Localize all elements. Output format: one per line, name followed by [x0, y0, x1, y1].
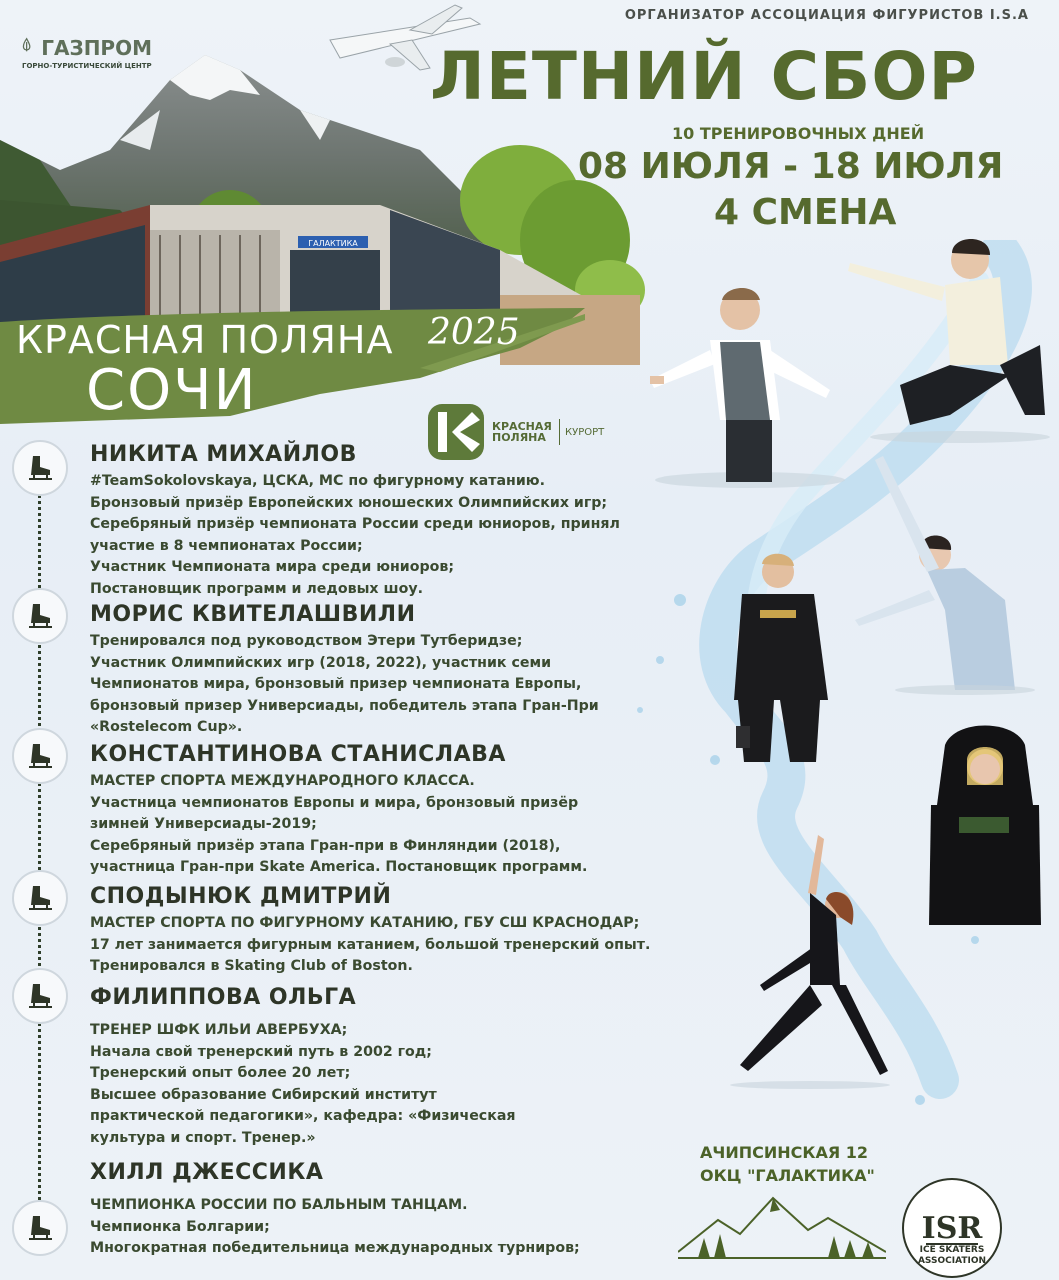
coach-bio-line: зимней Универсиады-2019; — [90, 816, 317, 832]
isa-line1: ICE SKATERS — [919, 1245, 985, 1255]
coach-card-olga — [90, 985, 710, 1149]
skate-icon — [12, 1200, 68, 1256]
coach-photo-moris — [840, 215, 1055, 445]
gazprom-name: ГАЗПРОМ — [41, 36, 152, 60]
coach-bio-line: Чемпионатов мира, бронзовый призер чемпионата Европы, — [90, 676, 582, 692]
training-days: 10 ТРЕНИРОВОЧНЫХ ДНЕЙ — [672, 124, 925, 143]
page-title: ЛЕТНИЙ СБОР — [430, 38, 978, 115]
coach-name: СПОДЫНЮК ДМИТРИЙ — [90, 884, 392, 909]
coach-bio-line: Бронзовый призёр Европейских юношеских Олимпийских игр; — [90, 494, 608, 511]
camp-dates: 08 ИЮЛЯ - 18 ИЮЛЯ — [578, 146, 1004, 187]
skate-icon — [12, 440, 68, 496]
coach-bio-line: 17 лет занимается фигурным катанием, большой тренерский опыт. — [90, 936, 651, 953]
coach-bio-line: Тренировался под руководством Этери Тутберидзе; — [90, 633, 523, 649]
coach-bio-line: Высшее образование Сибирский институт — [90, 1086, 437, 1103]
coach-bio-line: Серебряный призёр чемпионата России среди юниоров, принял — [90, 516, 620, 532]
skate-icon — [12, 728, 68, 784]
coach-photo-olga — [925, 725, 1045, 935]
coach-bio-line: #TeamSokolovskaya, ЦСКА, МС по фигурному катанию. — [90, 473, 545, 489]
coach-photo-dmitry — [730, 550, 845, 765]
address-street: АЧИПСИНСКАЯ 12 — [700, 1143, 868, 1162]
isa-letters: ISR — [921, 1211, 983, 1246]
coach-bio-line: культура и спорт. Тренер.» — [90, 1129, 316, 1146]
coach-bio-line: МАСТЕР СПОРТА МЕЖДУНАРОДНОГО КЛАССА. — [90, 773, 475, 789]
building-sign: ГАЛАКТИКА — [308, 239, 358, 248]
coach-name: ХИЛЛ ДЖЕССИКА — [90, 1160, 324, 1185]
coach-bio-line: Многократная победительница международных турниров; — [90, 1240, 580, 1256]
coach-bio-line: бронзовый призер Универсиады, победитель этапа Гран-При — [90, 697, 599, 714]
coach-bio-line: Участник Олимпийских игр (2018, 2022), участник семи — [90, 654, 552, 671]
isa-caption — [900, 1245, 1004, 1267]
coach-bio-line: Серебряный призёр этапа Гран-при в Финляндии (2018), — [90, 837, 561, 854]
coach-bio-line: участие в 8 чемпионатах России; — [90, 537, 363, 554]
skate-icon — [12, 968, 68, 1024]
gazprom-logo — [22, 30, 152, 70]
organizer-text: ОРГАНИЗАТОР АССОЦИАЦИЯ ФИГУРИСТОВ I.S.A — [624, 8, 1029, 23]
banner-city: СОЧИ — [86, 358, 258, 423]
venue-address — [700, 1141, 875, 1187]
coach-name: ФИЛИППОВА ОЛЬГА — [90, 985, 357, 1010]
coach-bio-line: Чемпионка Болгарии; — [90, 1218, 270, 1235]
skate-icon — [12, 870, 68, 926]
address-venue: ОКЦ "ГАЛАКТИКА" — [700, 1166, 875, 1185]
camp-shift: 4 СМЕНА — [714, 192, 897, 233]
coach-bio-line: МАСТЕР СПОРТА ПО ФИГУРНОМУ КАТАНИЮ, ГБУ СШ КРАСНОДАР; — [90, 915, 640, 931]
coach-bio-line: ТРЕНЕР ШФК ИЛЬИ АВЕРБУХА; — [90, 1022, 348, 1038]
coach-bio-line: практической педагогики», кафедра: «Физическая — [90, 1108, 516, 1124]
banner-year: 2025 — [428, 312, 520, 353]
coach-bio-line: Постановщик программ и ледовых шоу. — [90, 580, 423, 597]
resort-kind: КУРОРТ — [565, 426, 605, 438]
coach-bio-line: участница Гран-при Skate America. Постановщик программ. — [90, 859, 588, 875]
coach-card-nikita — [90, 442, 710, 600]
coach-bio-line: Начала свой тренерский путь в 2002 год; — [90, 1043, 432, 1060]
coach-bio-line: «Rostelecom Cup». — [90, 719, 243, 735]
coach-bio-line: Тренировался в Skating Club of Boston. — [90, 958, 413, 974]
coach-name: КОНСТАНТИНОВА СТАНИСЛАВА — [90, 742, 506, 767]
isa-line2: ASSOCIATION — [917, 1256, 987, 1266]
skate-icon — [12, 588, 68, 644]
coach-timeline — [38, 470, 41, 1230]
banner-location: КРАСНАЯ ПОЛЯНА — [16, 318, 394, 362]
coach-bio-line: Тренерский опыт более 20 лет; — [90, 1065, 351, 1081]
resort-name: КРАСНАЯ ПОЛЯНА — [492, 420, 552, 444]
coach-name: МОРИС КВИТЕЛАШВИЛИ — [90, 602, 416, 627]
coach-photo-stanislava — [855, 450, 1045, 695]
coach-card-stanislava — [90, 742, 710, 879]
coach-bio-line: Участник Чемпионата мира среди юниоров; — [90, 559, 455, 575]
coach-name: НИКИТА МИХАЙЛОВ — [90, 442, 357, 467]
mountains-icon — [678, 1190, 886, 1260]
coach-bio-line: ЧЕМПИОНКА РОССИИ ПО БАЛЬНЫМ ТАНЦАМ. — [90, 1197, 468, 1213]
coach-card-moris — [90, 602, 710, 739]
coach-photo-jessica — [720, 835, 900, 1090]
flame-icon — [22, 30, 31, 60]
coach-card-jessica — [90, 1160, 710, 1260]
coach-bio-line: Участница чемпионатов Европы и мира, бронзовый призёр — [90, 794, 579, 811]
gazprom-subtitle: ГОРНО-ТУРИСТИЧЕСКИЙ ЦЕНТР — [22, 62, 152, 70]
coach-card-dmitry — [90, 884, 710, 978]
